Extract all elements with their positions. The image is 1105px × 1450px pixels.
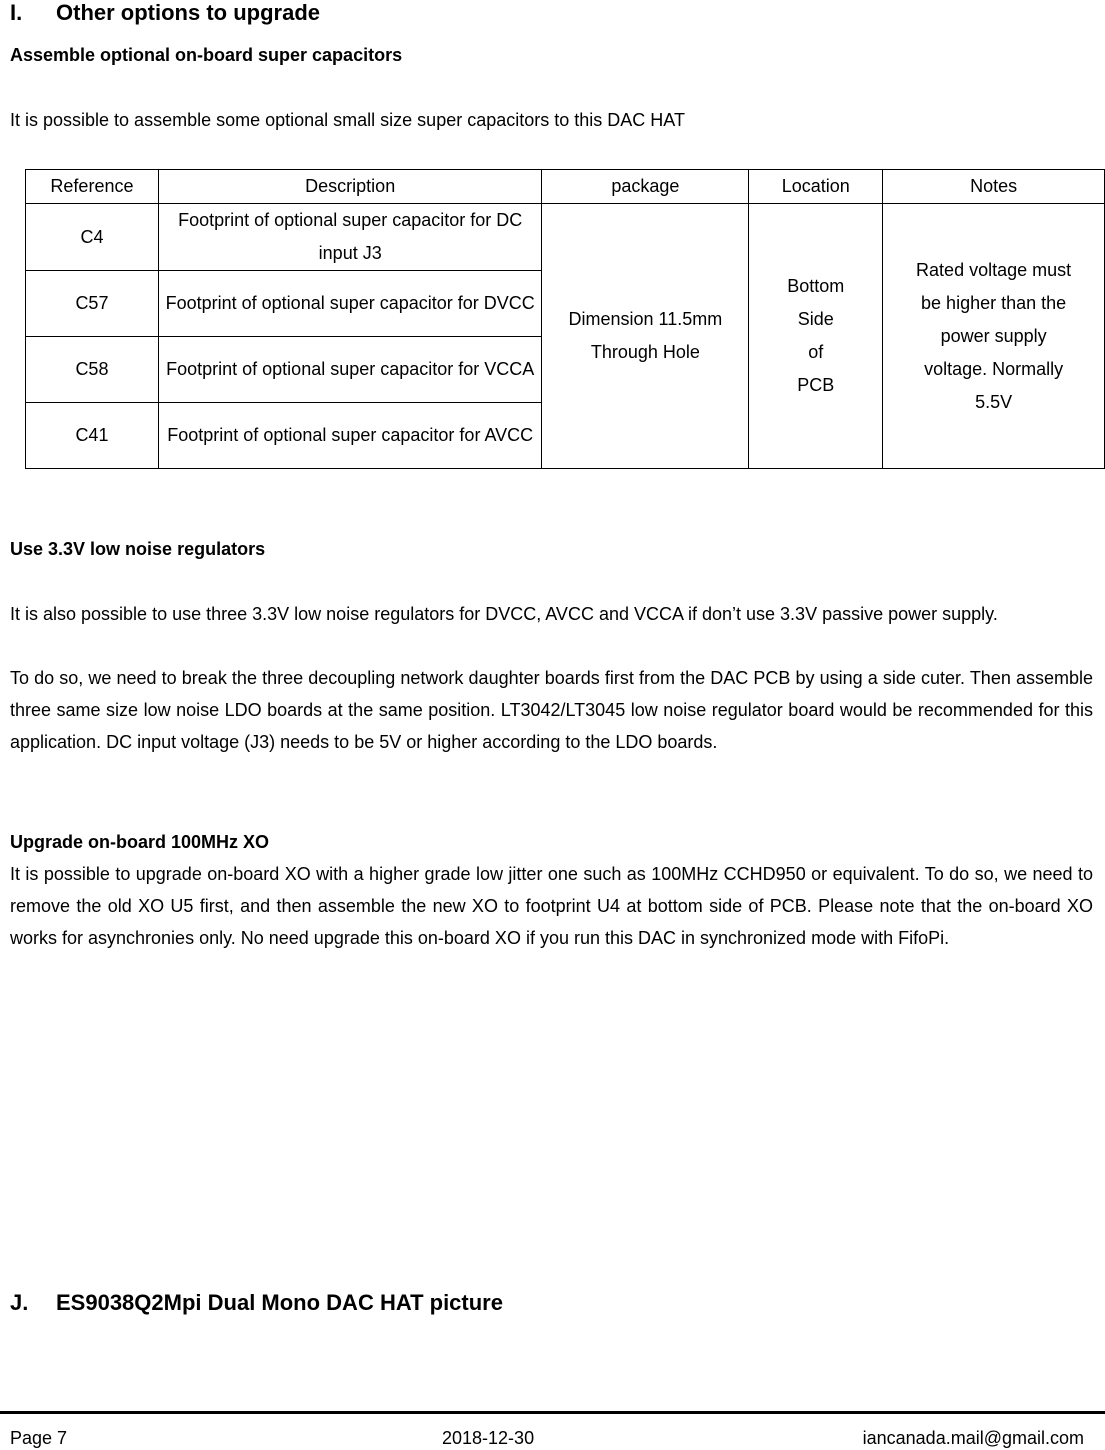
xo-heading: Upgrade on-board 100MHz XO: [10, 832, 270, 852]
regulators-para-1: It is also possible to use three 3.3V low noise regulators for DVCC, AVCC and VCCA if don’t use 3.3V passive power supply.: [10, 604, 998, 624]
location-line: of: [808, 342, 824, 362]
cell-reference: C58: [26, 337, 159, 403]
header-location: Location: [749, 170, 883, 204]
notes-line: Rated voltage must: [916, 259, 1072, 280]
table-header-row: [26, 170, 1105, 204]
cell-reference: C41: [26, 403, 159, 469]
location-line: Bottom: [787, 276, 845, 296]
cell-description: Footprint of optional super capacitor for DVCC: [158, 271, 542, 337]
header-notes: Notes: [883, 170, 1105, 204]
section-i-number: I.: [10, 0, 23, 25]
cell-description: Footprint of optional super capacitor for VCCA: [158, 337, 542, 403]
cell-location: [749, 204, 883, 469]
section-j-heading: [10, 1290, 503, 1316]
cell-reference: C4: [26, 204, 159, 271]
header-package: package: [542, 170, 749, 204]
regulators-para-2: To do so, we need to break the three decoupling network daughter boards first from the DAC PCB by using a side cuter. Then assemble three same size low noise LDO boards at the same position. LT3042/LT3045 low noise regulator board would be recommended for this application. DC input voltage (J3) needs to be 5V or higher according to the LDO boards.: [10, 668, 1093, 752]
package-line: Through Hole: [590, 342, 700, 362]
header-description: Description: [158, 170, 542, 204]
xo-para: It is possible to upgrade on-board XO with a higher grade low jitter one such as 100MHz CCHD950 or equivalent. To do so, we need to remove the old XO U5 first, and then assemble the new XO to footprint U4 at bottom side of PCB. Please note that the on-board XO works for asynchronies only. No need upgrade this on-board XO if you run this DAC in synchronized mode with FifoPi.: [10, 864, 1093, 948]
table-row: [26, 204, 1105, 271]
supercap-intro: It is possible to assemble some optional small size super capacitors to this DAC HAT: [10, 110, 685, 130]
package-line: Dimension 11.5mm: [568, 309, 723, 329]
footer-email[interactable]: iancanada.mail@gmail.com: [862, 1428, 1084, 1448]
section-i-heading: [10, 0, 320, 26]
footer-page: Page 7: [10, 1428, 68, 1448]
regulators-heading: Use 3.3V low noise regulators: [10, 539, 266, 559]
footer-date: 2018-12-30: [442, 1428, 535, 1448]
cell-package: [542, 204, 749, 469]
notes-line: be higher than the: [921, 292, 1067, 313]
section-j-number: J.: [10, 1290, 29, 1315]
section-i-title: Other options to upgrade: [56, 0, 320, 25]
cell-description: Footprint of optional super capacitor for AVCC: [158, 403, 542, 469]
cell-notes: [883, 204, 1105, 469]
location-line: PCB: [797, 375, 835, 395]
cell-description: Footprint of optional super capacitor for DC input J3: [158, 204, 542, 271]
supercap-heading: Assemble optional on-board super capacitors: [10, 45, 403, 65]
supercap-table: [25, 169, 1105, 469]
footer-divider: [0, 1411, 1105, 1414]
header-reference: Reference: [26, 170, 159, 204]
location-line: Side: [797, 309, 834, 329]
cell-reference: C57: [26, 271, 159, 337]
notes-line: voltage. Normally: [924, 358, 1064, 379]
section-j-title: ES9038Q2Mpi Dual Mono DAC HAT picture: [56, 1290, 503, 1315]
notes-line: 5.5V: [975, 391, 1013, 412]
notes-line: power supply: [940, 325, 1047, 346]
